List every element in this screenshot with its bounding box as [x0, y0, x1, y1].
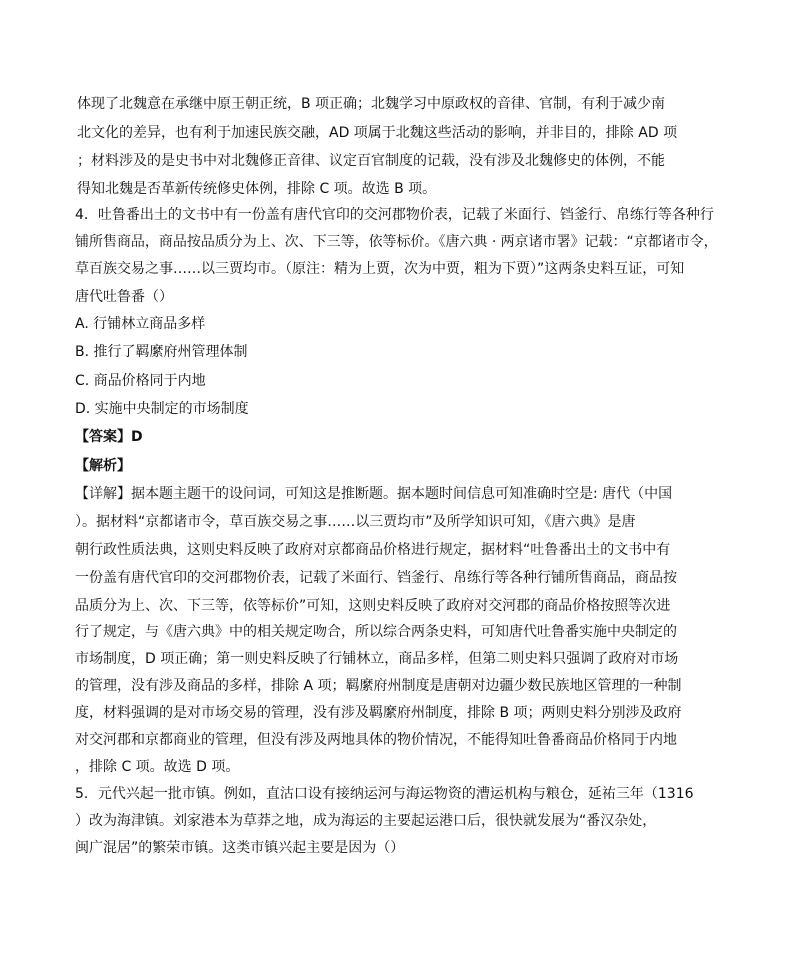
- analysis-line: 行了规定，与《唐六典》中的相关规定吻合，所以综合两条史料，可知唐代吐鲁番实施中央制定的: [75, 624, 677, 640]
- prev-explanation-line: 体现了北魏意在承继中原王朝正统，B 项正确；北魏学习中原政权的音律、官制，有利于减少南: [77, 96, 666, 112]
- option-a: A. 行铺林立商品多样: [75, 316, 206, 332]
- question-stem-line: 铺所售商品，商品按品质分为上、次、下三等，依等标价。《唐六典 · 两京诸市署》记载：“京都诸市令，: [75, 234, 718, 250]
- analysis-line: 的管理，没有涉及商品的多样，排除 A 项；羁縻府州制度是唐朝对边疆少数民族地区管理的一种制: [75, 678, 682, 694]
- question-stem-line: 唐代吐鲁番（）: [75, 289, 173, 305]
- question-stem-line: 4．吐鲁番出土的文书中有一份盖有唐代官印的交河郡物价表，记载了米面行、铛釜行、帛练行等各种行: [75, 207, 714, 223]
- analysis-line: 市场制度，D 项正确；第一则史料反映了行铺林立，商品多样，但第二则史料只强调了政府对市场: [75, 651, 679, 667]
- option-d: D. 实施中央制定的市场制度: [75, 401, 249, 417]
- option-c: C. 商品价格同于内地: [75, 373, 206, 389]
- prev-explanation-line: 得知北魏是否革新传统修史体例，排除 C 项。故选 B 项。: [77, 181, 437, 197]
- question-stem-line: 草百族交易之事……以三贾均市。（原注：精为上贾，次为中贾，粗为下贾）”这两条史料互证，可知: [75, 261, 685, 277]
- analysis-line: ，排除 C 项。故选 D 项。: [75, 759, 240, 775]
- option-b: B. 推行了羁縻府州管理体制: [75, 344, 248, 360]
- analysis-line: 品质分为上、次、下三等，依等标价”可知，这则史料反映了政府对交河郡的商品价格按照等次进: [75, 598, 671, 614]
- analysis-line: 朝行政性质法典，这则史料反映了政府对京都商品价格进行规定，据材料“吐鲁番出土的文书中有: [75, 542, 671, 558]
- prev-explanation-line: 北文化的差异，也有利于加速民族交融，AD 项属于北魏这些活动的影响，并非目的，排除 AD 项: [77, 125, 678, 141]
- analysis-line: 对交河郡和京都商业的管理，但没有涉及两地具体的物价情况，不能得知吐鲁番商品价格同于内地: [75, 732, 677, 748]
- analysis-line: 度，材料强调的是对市场交易的管理，没有涉及羁縻府州制度，排除 B 项；两则史料分别涉及政府: [75, 705, 682, 721]
- question-stem-line: 闽广混居”的繁荣市镇。这类市镇兴起主要是因为（）: [75, 840, 405, 856]
- analysis-line: 【详解】据本题主题干的设问词，可知这是推断题。据本题时间信息可知准确时空是: 唐代（中国: [75, 486, 673, 502]
- analysis-line: 一份盖有唐代官印的交河郡物价表，记载了米面行、铛釜行、帛练行等各种行铺所售商品，商品按: [75, 570, 677, 586]
- answer-label: 【答案】D: [75, 429, 143, 445]
- analysis-line: ）。据材料“京都诸市令，草百族交易之事……以三贾均市”及所学知识可知，《唐六典》是唐: [75, 514, 636, 530]
- prev-explanation-line: ；材料涉及的是史书中对北魏修正音律、议定百官制度的记载，没有涉及北魏修史的体例，不能: [77, 153, 665, 169]
- question-stem-line: 5．元代兴起一批市镇。例如，直沽口设有接纳运河与海运物资的漕运机构与粮仓，延祐三年（1316: [75, 786, 694, 802]
- question-stem-line: ）改为海津镇。刘家港本为草莽之地，成为海运的主要起运港口后，很快就发展为“番汉杂处，: [75, 813, 657, 829]
- analysis-heading: 【解析】: [75, 458, 131, 474]
